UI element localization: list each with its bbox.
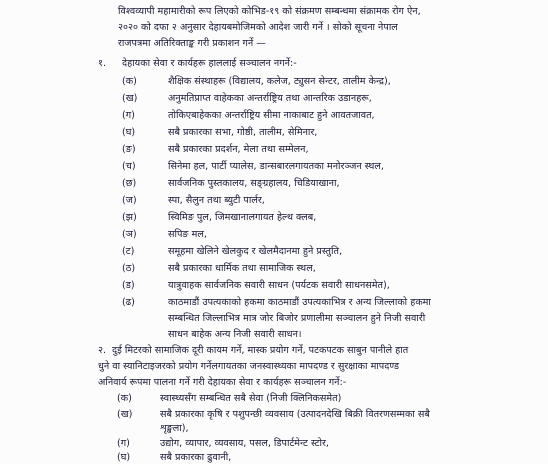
s1-item-ta-label: (ट) [122,246,135,257]
s1-item-ga: तोकिएबाहेकका अन्तर्राष्ट्रिय सीमा नाकाबाट हुने आवतजावत, [168,110,375,121]
intro-line-2: २०२० को दफा २ अनुसार देहायबमोजिमको आदेश जारी गर्ने । सोको सूचना नेपाल [118,22,398,33]
s1-item-tha-label: (ठ) [122,263,136,274]
s2-item-kha-label: (ख) [117,409,133,420]
s1-item-nya: सपिङ मल, [168,229,207,240]
intro-line-1: विश्वव्यापी महामारीको रूप लिएको कोभिड-१९ को संक्रमण सम्बन्धमा संक्रामक रोग ऐन, [118,6,421,17]
s1-item-ka: शैक्षिक संस्थाहरू (विद्यालय, कलेज, ट्युसन सेन्टर, तालीम केन्द्र), [168,76,391,87]
s1-item-chha-label: (छ) [122,178,137,189]
section-2-line-2: धुने वा स्यानिटाइजरको प्रयोग गर्नेलगायतका जनस्वास्थ्यका मापदण्ड र सुरक्षाका मापदण्ड [98,361,400,372]
section-2-number: २. [98,345,107,356]
section-2-line-1: दुई मिटरको सामाजिक दूरी कायम गर्ने, मास्क प्रयोग गर्ने, पटकपटक साबुन पानीले हात [112,345,409,356]
section-1-title: देहायका सेवा र कार्यहरू हाललाई सञ्चालन नगर्ने:- [122,58,297,69]
s2-item-ga: उद्योग, व्यापार, व्यवसाय, पसल, डिपार्टमेन्ट स्टोर, [160,438,329,449]
s2-item-kha-line-2: शृङ्खला), [160,423,189,434]
s1-item-kha-label: (ख) [122,93,138,104]
s1-item-dha-label: (ढ) [122,297,135,308]
section-2-line-3: अनिवार्य रूपमा पालना गर्ने गरी देहायका सेवा र कार्यहरू सञ्चालन गर्ने:- [98,377,347,388]
s1-item-ta: समूहमा खेलिने खेलकुद र खेलमैदानमा हुने प्रस्तुति, [168,246,343,257]
s2-item-gha-label: (घ) [117,452,131,463]
s1-item-jha-label: (झ) [122,212,137,223]
s1-item-dha-line-3: साधन बाहेक अन्य निजी सवारी साधन। [168,329,302,340]
s1-item-chha: सार्वजनिक पुस्तकालय, सङ्ग्रहालय, चिडियाखाना, [168,178,340,189]
s1-item-ja-label: (ज) [122,195,137,206]
s1-item-ja: स्पा, सैलुन तथा ब्युटी पार्लर, [168,195,265,206]
s2-item-gha: सबै प्रकारका ढुवानी, [160,452,232,463]
s2-item-ga-label: (ग) [117,438,130,449]
s1-item-gha: सबै प्रकारका सभा, गोष्ठी, तालीम, सेमिनार, [168,127,318,138]
s2-item-kha-line-1: सबै प्रकारका कृषि र पशुपन्छी व्यवसाय (उत्पादनदेखि बिक्री वितरणसम्मका सबै [160,409,430,420]
s1-item-jha: स्विमिङ पुल, जिमखानालगायत हेल्थ क्लब, [168,212,317,223]
s2-item-ka-label: (क) [117,393,132,404]
s1-item-ga-label: (ग) [122,110,135,121]
s1-item-nya-label: (ञ) [122,229,137,240]
s1-item-nga: सबै प्रकारका प्रदर्शन, मेला तथा सम्मेलन, [168,144,309,155]
s1-item-cha-label: (च) [122,161,136,172]
s1-item-tha: सबै प्रकारका धार्मिक तथा सामाजिक स्थल, [168,263,316,274]
s1-item-dha-line-2: सम्बन्धित जिल्लाभित्र मात्र जोर बिजोर प्रणालीमा सञ्चालन हुने निजी सवारी [168,313,426,324]
s1-item-gha-label: (घ) [122,127,136,138]
s2-item-ka: स्वास्थ्यसँग सम्बन्धित सबै सेवा (निजी क्लिनिकसमेत) [160,393,342,404]
s1-item-da: यात्रुवाहक सार्वजनिक सवारी साधन (पर्यटक सवारी साधनसमेत), [168,280,390,291]
s1-item-nga-label: (ङ) [122,144,136,155]
s1-item-da-label: (ड) [122,280,135,291]
s1-item-cha: सिनेमा हल, पार्टी प्यालेस, डान्सबारलगायतका मनोरञ्जन स्थल, [168,161,384,172]
section-1-number: १. [98,58,107,69]
s1-item-dha-line-1: काठमाडौं उपत्यकाको हकमा काठमाडौं उपत्यकाभित्र र अन्य जिल्लाको हकमा [168,297,431,308]
s1-item-kha: अनुमतिप्राप्त वाहेकका अन्तर्राष्ट्रिय तथा आन्तरिक उडानहरू, [168,93,372,104]
intro-line-3: राजपत्रमा अतिरिक्ताङ्क गरी प्रकाशन गर्ने — [118,38,266,49]
s1-item-ka-label: (क) [122,76,137,87]
